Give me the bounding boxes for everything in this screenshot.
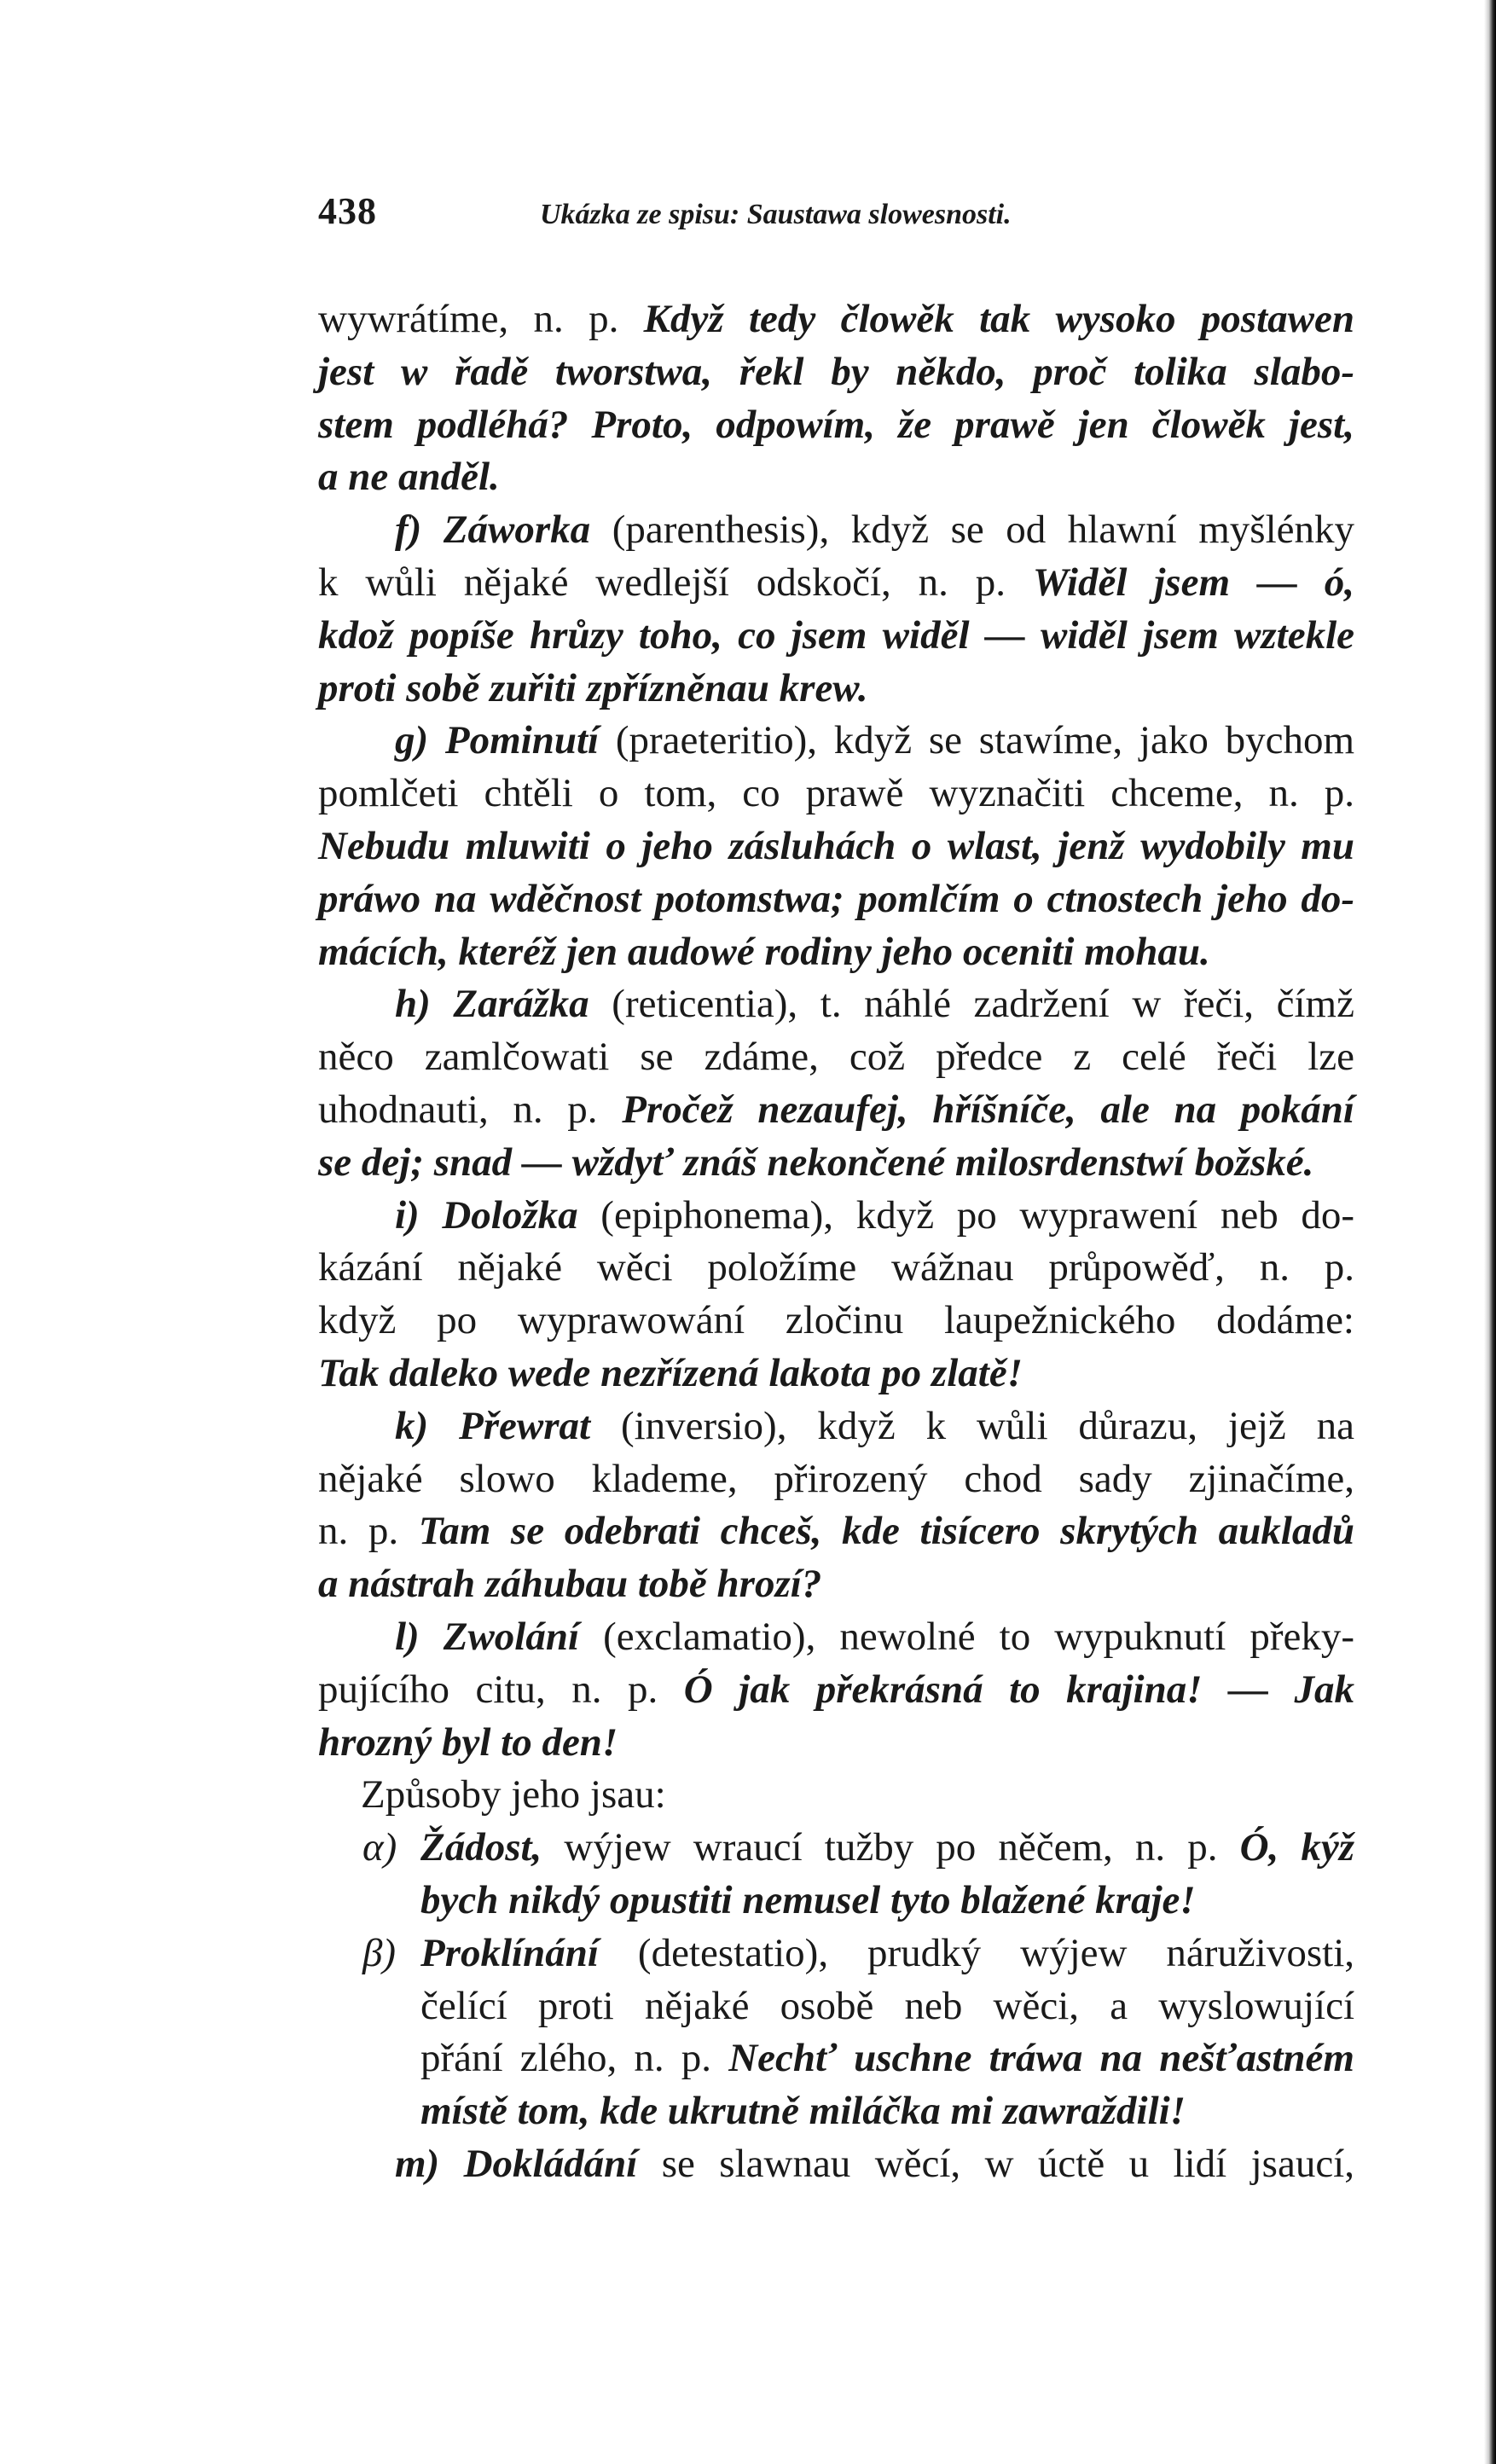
paragraph-l-zwolani <box>318 1611 1354 1769</box>
text-line: pomlčeti chtěli o tom, co prawě wyznačiti chceme, n. p. <box>318 771 1354 816</box>
text-line: nějaké slowo klademe, přirozený chod sady zjinačíme, <box>318 1456 1354 1501</box>
text-line: uhodnauti, n. p. Pročež nezaufej, hříšníče, ale na pokání <box>318 1087 1354 1132</box>
text-line: wywrátíme, n. p. Když tedy člowěk tak wysoko postawen <box>318 297 1354 341</box>
text-line: stem podléhá? Proto, odpowím, že prawě jen člowěk jest, <box>318 402 1354 447</box>
text-line: pujícího citu, n. p. Ó jak překrásná to krajina! — Jak <box>318 1667 1354 1712</box>
text-line: n. p. Tam se odebrati chceš, kde tisícero skrytých aukladů <box>318 1509 1354 1554</box>
subitem-label: α) <box>362 1825 397 1870</box>
text-line: β) Proklínání (detestatio), prudký wýjew náruživosti, <box>318 1928 1354 1980</box>
text-line: něco zamlčowati se zdáme, což předce z celé řeči lze <box>318 1035 1354 1080</box>
subitem-alpha-zadost <box>318 1822 1354 1928</box>
text-line: bych nikdý opustiti nemusel tyto blažené kraje! <box>420 1877 1196 1922</box>
text-line: hrozný byl to den! <box>318 1719 618 1765</box>
text-line: kázání nějaké wěci položíme wážnau průpowěď, n. p. <box>318 1245 1354 1290</box>
paragraph-continuation <box>318 293 1354 504</box>
paragraph-h-zarazka <box>318 978 1354 1189</box>
paragraph-m-dokladani <box>318 2138 1354 2191</box>
text-line: se dej; snad — wždyť znáš nekončené milosrdenstwí božské. <box>318 1139 1314 1185</box>
subitem-label: β) <box>362 1930 397 1975</box>
subitem-beta-proklinani <box>318 1928 1354 2138</box>
text-line: α) Žádost, wýjew wraucí tužby po něčem, n. p. Ó, kýž <box>318 1822 1354 1875</box>
text-line: místě tom, kde ukrutně miláčka mi zawraždili! <box>420 2089 1186 2134</box>
text-line: přání zlého, n. p. Nechť uschne tráwa na nešťastném <box>420 2036 1354 2081</box>
text-line: proti sobě zuřiti zpřízněnau krew. <box>318 665 868 710</box>
text-line: a nástrah záhubau tobě hrozí? <box>318 1562 822 1607</box>
text-line: l) Zwolání (exclamatio), newolné to wypuknutí překy- <box>395 1614 1354 1659</box>
paragraph-g-pominuti <box>318 715 1354 978</box>
paragraph-k-prewrat <box>318 1400 1354 1611</box>
paragraph-i-dolozka <box>318 1190 1354 1400</box>
text-line: i) Doložka (epiphonema), když po wyprawení neb do- <box>395 1192 1354 1238</box>
zpusoby-heading: Způsoby jeho jsau: <box>361 1772 666 1818</box>
text-line: když po wyprawowání zločinu laupežnického dodáme: <box>318 1298 1354 1343</box>
running-title: Ukázka ze spisu: Saustawa slowesnosti. <box>540 199 1012 230</box>
text-line: práwo na wděčnost potomstwa; pomlčím o ctnostech jeho do- <box>318 876 1354 921</box>
text-line: jest w řadě tworstwa, řekl by někdo, proč tolika slabo- <box>318 349 1354 394</box>
page-number: 438 <box>318 190 377 232</box>
paragraph-f-zaworka <box>318 504 1354 715</box>
text-line: k) Přewrat (inversio), když k wůli důrazu, jejž na <box>395 1403 1354 1448</box>
running-head <box>318 189 1354 239</box>
text-line: kdož popíše hrůzy toho, co jsem widěl — widěl jsem wztekle <box>318 612 1354 658</box>
text-line: čelící proti nějaké osobě neb wěci, a wyslowující <box>420 1983 1354 2028</box>
text-line: k wůli nějaké wedlejší odskočí, n. p. Widěl jsem — ó, <box>318 559 1354 605</box>
text-line: Tak daleko wede nezřízená lakota po zlatě! <box>318 1350 1023 1395</box>
text-line: mácích, kteréž jen audowé rodiny jeho oceniti mohau. <box>318 929 1210 974</box>
text-line: h) Zarážka (reticentia), t. náhlé zadržení w řeči, čímž <box>395 982 1354 1027</box>
text-line: m) Dokládání se slawnau wěcí, w úctě u lidí jsaucí, <box>395 2141 1354 2186</box>
text-line: a ne anděl. <box>318 455 500 500</box>
text-line: g) Pominutí (praeteritio), když se stawíme, jako bychom <box>395 718 1354 763</box>
book-page <box>318 189 1354 2191</box>
scan-edge <box>1484 0 1496 2464</box>
text-line: f) Záworka (parenthesis), když se od hlawní myšlénky <box>395 507 1355 553</box>
text-line: Nebudu mluwiti o jeho zásluhách o wlast, jenž wydobily mu <box>318 823 1354 868</box>
